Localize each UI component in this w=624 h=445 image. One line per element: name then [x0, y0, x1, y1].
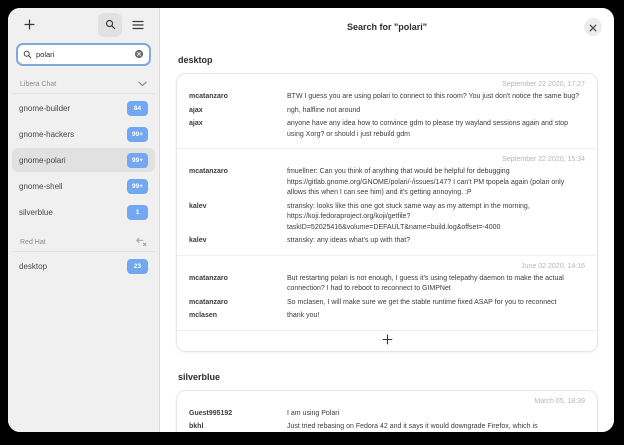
message-row [189, 106, 585, 117]
unread-count-badge: 99+ [127, 179, 148, 194]
timestamp: September 22 2020, 15:34 [502, 156, 585, 163]
page-title: Search for "polari" [346, 22, 428, 32]
connection-error-icon[interactable] [135, 237, 147, 249]
room-heading: desktop [178, 55, 213, 65]
unread-count-badge: 99+ [127, 153, 148, 168]
search-icon [23, 46, 32, 64]
message-nick: ajax [189, 106, 203, 114]
search-icon [105, 18, 116, 33]
message-nick: kalev [189, 237, 207, 244]
polari-window [8, 8, 614, 432]
sidebar-item-gnome-builder[interactable] [12, 96, 155, 120]
room-heading: silverblue [178, 371, 221, 382]
message-text: ngh, halfline not around [287, 106, 361, 114]
channel-name: gnome-shell [19, 181, 63, 191]
main-headerbar [160, 8, 614, 46]
sidebar-headerbar [8, 8, 159, 42]
sidebar [8, 8, 160, 432]
message-text: So mclasen, I will make sure we get the stable runtime fixed ASAP for you to reconnect [287, 298, 557, 306]
messages-card [176, 73, 598, 352]
message-row [189, 92, 585, 103]
message-text: Just tried rebasing on Fedora 42 and it says it would downgrade Firefox, which is [287, 423, 538, 430]
channel-name: gnome-polari [19, 155, 66, 165]
timestamp: September 22 2020, 17:27 [502, 81, 585, 88]
close-icon [589, 20, 597, 35]
sidebar-item-silverblue[interactable] [12, 200, 155, 224]
timestamp: March 05, 18:39 [534, 397, 585, 405]
message-nick: Guest995192 [189, 409, 233, 417]
channel-name: desktop [19, 261, 48, 271]
unread-count-badge: 84 [127, 101, 148, 116]
channel-group-header [12, 76, 155, 94]
message-nick: ajax [189, 120, 203, 127]
message-row [189, 311, 585, 322]
message-text: I am using Polari [287, 409, 340, 417]
message-text: anyone have any idea how to convince gdm to please try wayland sessions again and stop using Xorg? or should i just rebuild gdm [287, 120, 568, 138]
message-group [177, 148, 597, 255]
message-row [189, 119, 585, 140]
search-input[interactable] [36, 50, 130, 59]
add-room-button[interactable] [17, 13, 41, 37]
channel-group-label: Libera Chat [20, 81, 57, 88]
message-nick: mclasen [189, 312, 218, 319]
hamburger-icon [132, 18, 144, 33]
message-nick: mcatanzaro [189, 274, 228, 282]
channel-name: gnome-builder [19, 103, 71, 113]
message-group [177, 391, 597, 433]
message-row [189, 236, 585, 247]
plus-icon [382, 333, 393, 348]
room-list [8, 66, 159, 432]
channel-name: gnome-hackers [19, 129, 75, 139]
message-nick: mcatanzaro [189, 93, 228, 100]
show-more-results-button[interactable] [177, 330, 597, 351]
channel-group-header [12, 234, 155, 252]
message-text: thank you! [287, 312, 320, 319]
unread-count-badge: 1 [127, 205, 148, 220]
plus-icon [24, 18, 35, 33]
message-group [177, 255, 597, 330]
result-room-desktop [176, 55, 598, 352]
sidebar-item-gnome-shell[interactable] [12, 174, 155, 198]
channel-group-label: Red Hat [20, 239, 46, 246]
message-row [189, 167, 585, 199]
unread-count-badge: 23 [127, 259, 148, 274]
sidebar-search-entry[interactable] [16, 43, 151, 66]
message-nick: bkhl [189, 423, 204, 430]
message-text: stransky: any ideas what's up with that? [287, 237, 411, 244]
sidebar-item-desktop[interactable] [12, 254, 155, 278]
menu-button[interactable] [126, 13, 150, 37]
sidebar-item-gnome-polari[interactable] [12, 148, 155, 172]
message-nick: kalev [189, 202, 207, 210]
message-row [189, 202, 585, 234]
messages-card [176, 390, 598, 433]
message-text: fmuellner: Can you think of anything that would be helpful for debugging https://gitlab.gnome.org/GNOME/polari/-/issues/147? I can't PM tpopela again (polari only allows this when I can see him) and it's getting annoying. :P [287, 168, 565, 196]
message-text: stransky: looks like this one got stuck same way as my attempt in the morning, https://koji.fedoraproject.org/koji/getfile?taskID=52025416&volume=DEFAULT&name=build.log&offset=-4000 [287, 202, 530, 231]
message-row [189, 298, 585, 309]
search-results-pane [160, 8, 614, 432]
clear-search-icon[interactable] [134, 46, 144, 64]
message-nick: mcatanzaro [189, 168, 228, 175]
sidebar-item-gnome-hackers[interactable] [12, 122, 155, 146]
message-text: But restarting polari is not enough, I guess it's using telepathy daemon to make the actual connection? I had to reboot to reconnect to GIMPNet [287, 274, 564, 292]
result-room-silverblue [176, 372, 598, 433]
message-nick: mcatanzaro [189, 298, 228, 306]
results-list [160, 46, 614, 432]
close-search-button[interactable] [584, 18, 602, 36]
search-toggle-button[interactable] [98, 13, 122, 37]
message-row [189, 409, 585, 420]
message-group [177, 74, 597, 148]
message-text: BTW I guess you are using polari to connect to this room? You just don't notice the same bug? [287, 93, 580, 100]
channel-name: silverblue [19, 207, 53, 217]
timestamp: June 02 2020, 14:16 [521, 262, 585, 270]
chevron-down-icon[interactable] [138, 81, 147, 89]
message-row [189, 422, 585, 432]
message-row [189, 274, 585, 295]
unread-count-badge: 99+ [127, 127, 148, 142]
